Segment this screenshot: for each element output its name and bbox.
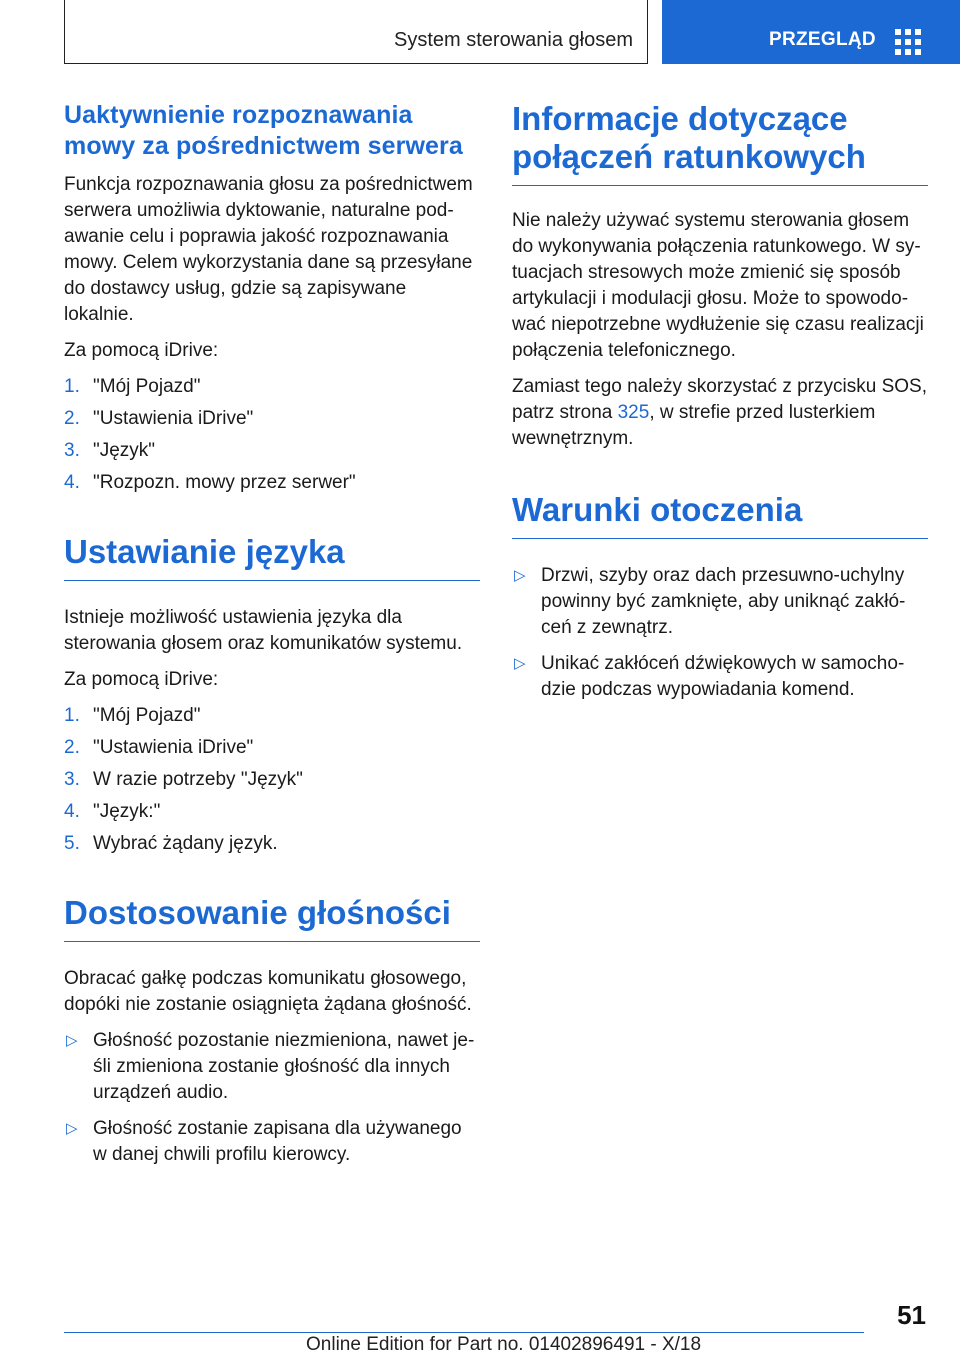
left-column — [64, 100, 480, 1178]
paragraph: Nie należy używać systemu sterowania głosem do wykonywania połączenia ratunkowego. W sytuacjach stresowych może zmienić się sposób artykulacji i modulacji głosu. Może to spowodować niepotrzebne wydłużenie się czasu realizacji połączenia telefonicznego. — [512, 210, 924, 361]
bullet-text: Unikać zakłóceń dźwiękowych w samochodzie podczas wypowiadania komend. — [541, 653, 905, 700]
bullet-text: Głośność pozostanie niezmieniona, nawet jeśli zmieniona zostanie głośność dla innych urządzeń audio. — [93, 1030, 475, 1103]
list-item — [64, 703, 480, 729]
heading-line: mowy za pośrednictwem serwera — [64, 132, 463, 160]
triangle-bullet-icon: ▷ — [514, 655, 526, 672]
edition-text: Online Edition for Part no. 01402896491 - X/18 — [306, 1334, 702, 1355]
step-list — [64, 703, 480, 857]
step-text: "Ustawienia iDrive" — [93, 408, 254, 429]
bullet-text: Głośność zostanie zapisana dla używanego w danej chwili profilu kierowcy. — [93, 1118, 462, 1165]
heading-line: połączeń ratunkowych — [512, 138, 866, 175]
step-list — [64, 374, 480, 496]
heading-line: Informacje dotyczące — [512, 100, 848, 137]
text: Zamiast tego należy skorzystać z przycisku SOS, patrz strona — [512, 376, 927, 423]
step-number: 2. — [64, 408, 80, 429]
list-item — [512, 651, 928, 703]
step-number: 1. — [64, 376, 80, 397]
overview-tab-label: PRZEGLĄD — [769, 29, 876, 50]
footer-divider — [64, 1332, 864, 1333]
bullet-list — [64, 1028, 480, 1168]
triangle-bullet-icon: ▷ — [514, 567, 526, 584]
triangle-bullet-icon: ▷ — [66, 1120, 78, 1137]
paragraph: Za pomocą iDrive: — [64, 669, 219, 690]
step-text: "Język:" — [93, 801, 161, 822]
step-number: 4. — [64, 472, 80, 493]
step-text: "Rozpozn. mowy przez serwer" — [93, 472, 356, 493]
bullet-list — [512, 563, 928, 703]
step-number: 3. — [64, 769, 80, 790]
grid-icon — [895, 29, 921, 55]
list-item — [64, 406, 480, 432]
triangle-bullet-icon: ▷ — [66, 1032, 78, 1049]
list-item — [64, 831, 480, 857]
step-text: W razie potrzeby "Język" — [93, 769, 303, 790]
list-item — [64, 1028, 480, 1106]
overview-tab[interactable] — [662, 0, 960, 64]
step-text: "Ustawienia iDrive" — [93, 737, 254, 758]
step-number: 2. — [64, 737, 80, 758]
heading-line: Uaktywnienie rozpoznawania — [64, 101, 413, 129]
header-frame — [64, 0, 648, 64]
paragraph — [512, 374, 928, 452]
list-item — [64, 438, 480, 464]
page-link[interactable]: 325 — [617, 402, 650, 423]
list-item — [512, 563, 928, 641]
step-number: 1. — [64, 705, 80, 726]
text: , w strefie przed lusterkiem wewnętrznym. — [512, 402, 876, 449]
list-item — [64, 1116, 480, 1168]
server-speech-heading — [64, 100, 480, 162]
list-item — [64, 470, 480, 496]
language-heading: Ustawianie języka — [64, 532, 480, 581]
list-item — [64, 767, 480, 793]
step-text: "Mój Pojazd" — [93, 705, 201, 726]
step-text: "Język" — [93, 440, 156, 461]
paragraph: Funkcja rozpoznawania głosu za pośrednictwem serwera umożliwia dyktowanie, naturalne podawanie celu i poprawia jakość rozpoznawania mowy. Celem wykorzystania dane są przesyłane do dostawcy usług, gdzie są zapisywane lokalnie. — [64, 174, 473, 325]
environment-heading: Warunki otoczenia — [512, 490, 928, 539]
right-column — [512, 100, 928, 713]
page-number: 51 — [897, 1300, 926, 1330]
paragraph: Obracać gałkę podczas komunikatu głosowego, dopóki nie zostanie osiągnięta żądana głośność. — [64, 968, 472, 1015]
list-item — [64, 374, 480, 400]
paragraph: Za pomocą iDrive: — [64, 340, 219, 361]
emergency-heading — [512, 100, 928, 186]
volume-heading: Dostosowanie głośności — [64, 893, 480, 942]
section-title: System sterowania głosem — [394, 29, 633, 51]
step-text: "Mój Pojazd" — [93, 376, 201, 397]
step-text: Wybrać żądany język. — [93, 833, 278, 854]
paragraph: Istnieje możliwość ustawienia języka dla sterowania głosem oraz komunikatów systemu. — [64, 607, 463, 654]
list-item — [64, 735, 480, 761]
step-number: 3. — [64, 440, 80, 461]
step-number: 5. — [64, 833, 80, 854]
bullet-text: Drzwi, szyby oraz dach przesuwno-uchylny powinny być zamknięte, aby uniknąć zakłóceń z zewnątrz. — [541, 565, 906, 638]
step-number: 4. — [64, 801, 80, 822]
list-item — [64, 799, 480, 825]
